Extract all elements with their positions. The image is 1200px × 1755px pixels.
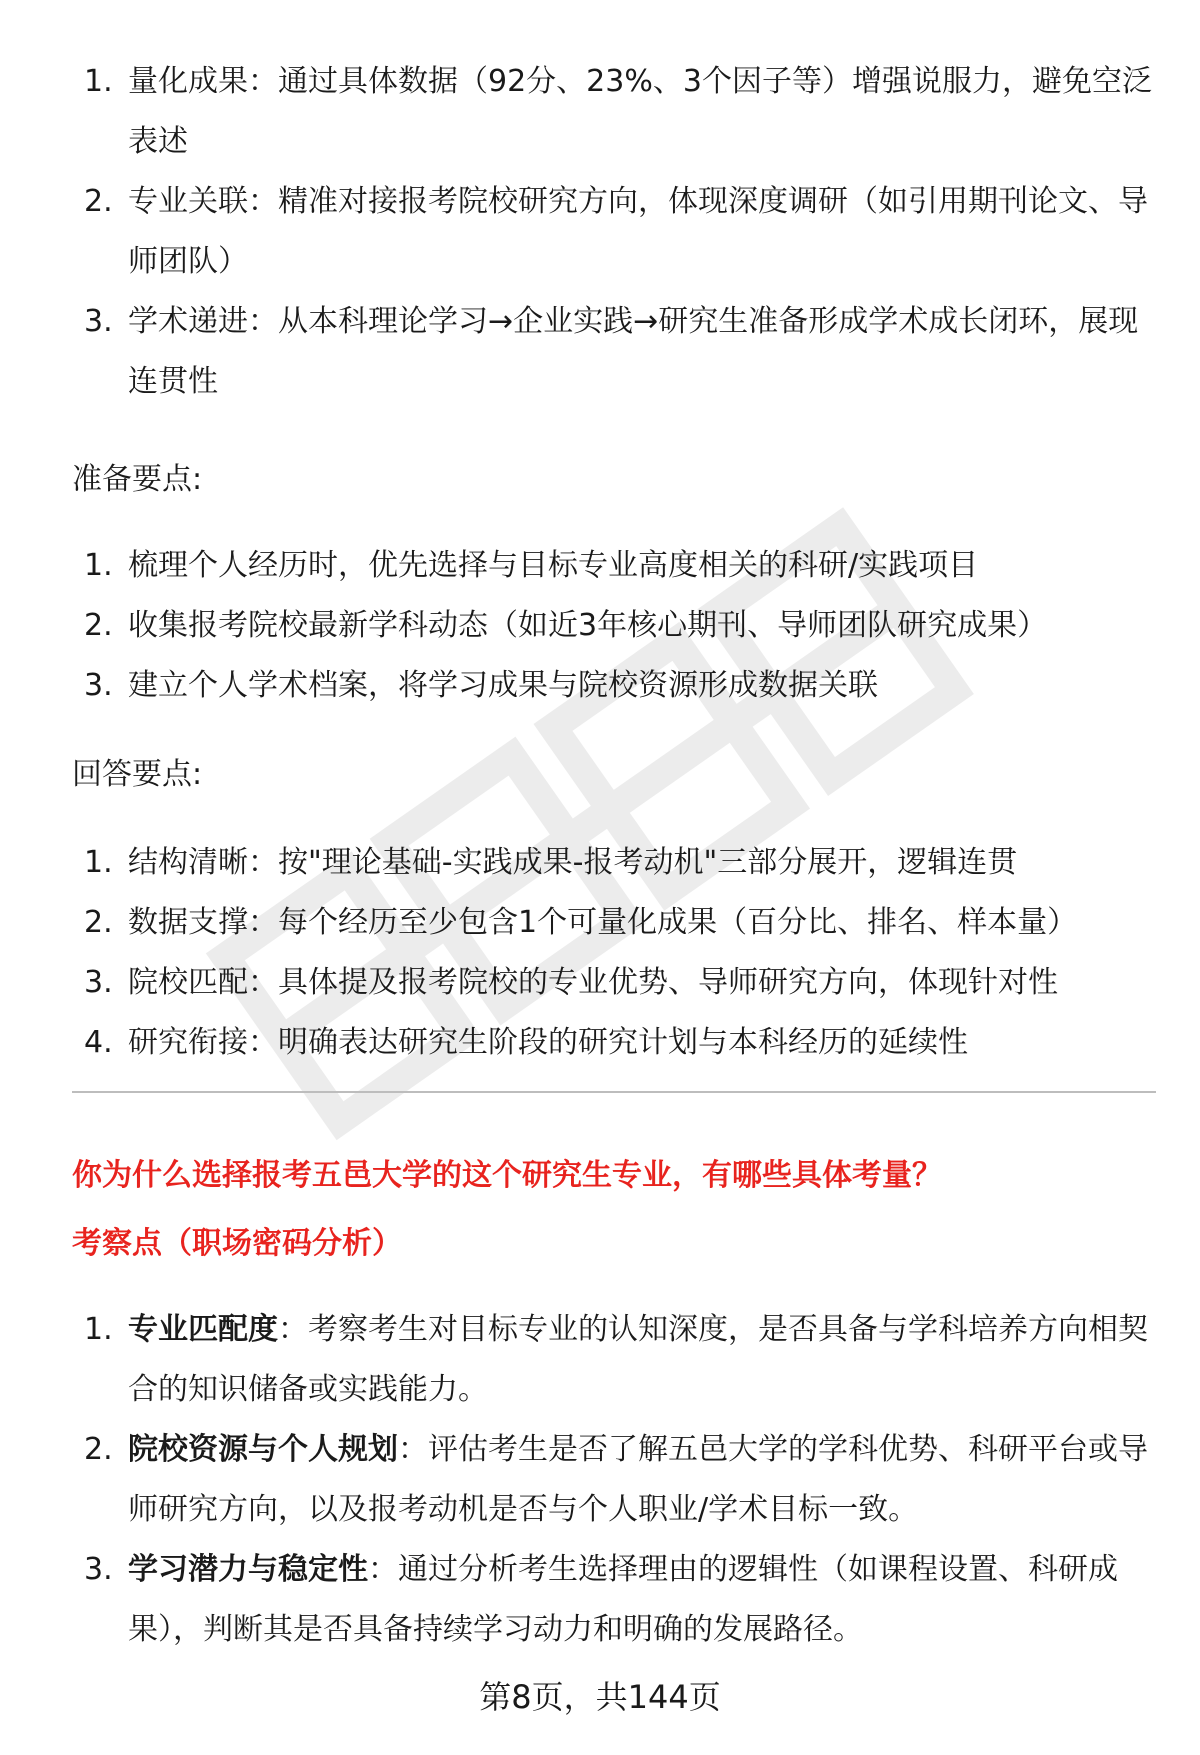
list-item	[72, 1013, 1152, 1073]
list-text: 梳理个人经历时，优先选择与目标专业高度相关的科研/实践项目	[128, 548, 979, 583]
list-text: ：通过分析考生选择理由的逻辑性（如课程设置、科研成果），判断其是否具备持续学习动力和明确的发展路径。	[128, 1552, 1118, 1647]
list-number: 3.	[84, 304, 113, 339]
list-term: 专业匹配度	[128, 1312, 278, 1347]
list-item	[72, 656, 1152, 716]
list-item	[72, 953, 1152, 1013]
list-number: 2.	[84, 184, 113, 219]
question-subheading: 考察点（职场密码分析）	[72, 1226, 402, 1261]
list-text: 收集报考院校最新学科动态（如近3年核心期刊、导师团队研究成果）	[128, 608, 1048, 643]
answer-heading: 回答要点:	[72, 757, 203, 792]
list-text: ：评估考生是否了解五邑大学的学科优势、科研平台或导师研究方向，以及报考动机是否与个人职业/学术目标一致。	[128, 1432, 1148, 1527]
list-number: 3.	[84, 1552, 113, 1587]
prep-heading: 准备要点:	[72, 462, 203, 497]
list-item	[72, 893, 1152, 953]
list-question-points	[72, 1300, 1152, 1660]
list-text: 量化成果：通过具体数据（92分、23%、3个因子等）增强说服力，避免空泛表述	[128, 64, 1152, 159]
list-number: 1.	[84, 64, 113, 99]
list-answer	[72, 833, 1152, 1073]
list-text: 数据支撑：每个经历至少包含1个可量化成果（百分比、排名、样本量）	[128, 905, 1078, 940]
list-item	[72, 1540, 1152, 1660]
list-term: 学习潜力与稳定性	[128, 1552, 368, 1587]
section-divider	[72, 1091, 1156, 1093]
list-text: 建立个人学术档案，将学习成果与院校资源形成数据关联	[128, 668, 878, 703]
list-number: 1.	[84, 1312, 113, 1347]
list-text: 学术递进：从本科理论学习→企业实践→研究生准备形成学术成长闭环，展现连贯性	[128, 304, 1139, 399]
list-number: 3.	[84, 668, 113, 703]
list-item	[72, 1300, 1152, 1420]
list-item	[72, 52, 1152, 172]
list-text: 专业关联：精准对接报考院校研究方向，体现深度调研（如引用期刊论文、导师团队）	[128, 184, 1148, 279]
list-item	[72, 292, 1152, 412]
list-number: 3.	[84, 965, 113, 1000]
list-item	[72, 596, 1152, 656]
list-item	[72, 172, 1152, 292]
question-title: 你为什么选择报考五邑大学的这个研究生专业，有哪些具体考量？	[72, 1158, 942, 1193]
list-number: 2.	[84, 905, 113, 940]
list-number: 2.	[84, 1432, 113, 1467]
list-item	[72, 1420, 1152, 1540]
list-prep	[72, 536, 1152, 716]
list-number: 4.	[84, 1025, 113, 1060]
list-text: ：考察考生对目标专业的认知深度，是否具备与学科培养方向相契合的知识储备或实践能力。	[128, 1312, 1148, 1407]
list-item	[72, 536, 1152, 596]
list-number: 1.	[84, 845, 113, 880]
list-text: 院校匹配：具体提及报考院校的专业优势、导师研究方向，体现针对性	[128, 965, 1058, 1000]
list-text: 研究衔接：明确表达研究生阶段的研究计划与本科经历的延续性	[128, 1025, 968, 1060]
list-item	[72, 833, 1152, 893]
list-number: 2.	[84, 608, 113, 643]
list-number: 1.	[84, 548, 113, 583]
list-text: 结构清晰：按"理论基础-实践成果-报考动机"三部分展开，逻辑连贯	[128, 845, 1018, 880]
list-term: 院校资源与个人规划	[128, 1432, 398, 1467]
list-summary	[72, 52, 1152, 412]
page-number: 第8页，共144页	[479, 1678, 721, 1716]
